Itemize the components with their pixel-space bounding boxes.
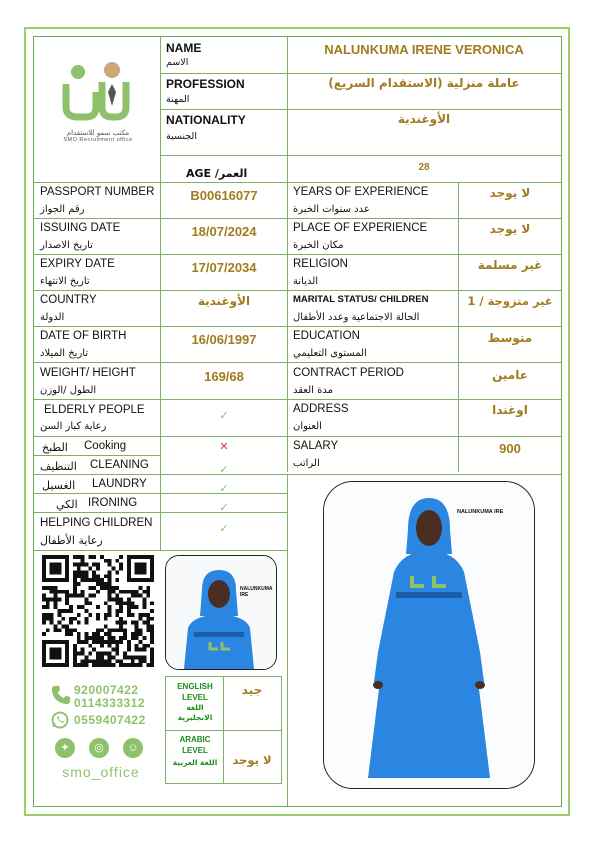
- passport-value: B00616077: [190, 188, 258, 203]
- cleaning-check-icon: ✓: [219, 464, 229, 476]
- laundry-label: LAUNDRY: [92, 478, 147, 490]
- row-line-4: [34, 326, 561, 327]
- education-value: متوسط: [487, 331, 533, 345]
- row-line-8: [34, 474, 561, 475]
- profession-label-ar: المهنة: [166, 94, 190, 105]
- address-label-ar: العنوان: [293, 421, 322, 432]
- snapchat-icon[interactable]: ☺: [123, 738, 143, 758]
- address-value: اوغندا: [492, 403, 528, 417]
- elderly-check-icon: ✓: [219, 410, 229, 422]
- marital-value: غير متزوجة / 1: [467, 294, 553, 308]
- education-label: EDUCATION: [293, 330, 360, 342]
- experience-place-value: لا يوجد: [489, 222, 531, 236]
- twitter-icon[interactable]: ✦: [55, 738, 75, 758]
- weight-height-label-ar: الطول /الوزن: [40, 385, 97, 396]
- children-check-icon: ✓: [219, 523, 229, 535]
- address-label: ADDRESS: [293, 403, 349, 415]
- logo-name-en: SMO Recruitment office: [63, 137, 133, 143]
- country-value: الأوغندية: [197, 294, 251, 308]
- profession-value: عاملة منزلية (الاستقدام السريع): [328, 76, 520, 90]
- salary-label-ar: الراتب: [293, 458, 320, 469]
- ironing-check-icon: ✓: [219, 502, 229, 514]
- age-value: 28: [418, 162, 430, 173]
- issuing-value: 18/07/2024: [191, 224, 257, 239]
- country-label: COUNTRY: [40, 294, 97, 306]
- row-line-3: [34, 290, 561, 291]
- age-label: AGE /العمر: [186, 167, 248, 180]
- photo-divider: [287, 474, 288, 806]
- nationality-value: الأوغندية: [397, 112, 451, 126]
- expiry-label-ar: تاريخ الانتهاء: [40, 276, 90, 287]
- header-row-line-1: [160, 73, 561, 74]
- center-divider: [287, 182, 288, 472]
- elderly-label-ar: رعاية كبار السن: [40, 421, 107, 432]
- full-body-photo: [323, 481, 535, 789]
- country-label-ar: الدولة: [40, 312, 65, 323]
- profession-label: PROFESSION: [166, 77, 245, 91]
- experience-years-label: YEARS OF EXPERIENCE: [293, 186, 429, 198]
- ironing-label: IRONING: [88, 497, 138, 509]
- header-row-line-2: [160, 109, 561, 110]
- experience-years-label-ar: عدد سنوات الخبرة: [293, 204, 370, 215]
- whatsapp-icon: [51, 711, 69, 729]
- education-label-ar: المستوى التعليمي: [293, 348, 367, 359]
- arabic-level-value: لا يوجد: [232, 753, 272, 767]
- nationality-label: NATIONALITY: [166, 113, 246, 127]
- salary-value: 900: [499, 441, 521, 456]
- row-line-1: [34, 218, 561, 219]
- salary-label: SALARY: [293, 440, 339, 452]
- cooking-label-ar: الطبخ: [42, 441, 68, 454]
- cleaning-label: CLEANING: [90, 459, 149, 471]
- children-label-ar: رعاية الأطفال: [40, 534, 103, 547]
- religion-value: غير مسلمة: [477, 258, 543, 272]
- phone-1[interactable]: 920007422: [74, 683, 139, 697]
- portrait-figure-icon: [166, 556, 276, 669]
- logo-name-ar: مكتب سمو للاستقدام: [66, 129, 130, 137]
- logo-figures-icon: [52, 62, 144, 122]
- row-line-children: [34, 550, 287, 551]
- experience-years-value: لا يوجد: [489, 186, 531, 200]
- arabic-level-label-ar: اللغة العربية: [172, 758, 218, 767]
- contract-label: CONTRACT PERIOD: [293, 367, 404, 379]
- instagram-icon[interactable]: ◎: [89, 738, 109, 758]
- qr-code[interactable]: [42, 555, 154, 667]
- cleaning-label-ar: التنظيف: [40, 460, 77, 473]
- cooking-cross-icon: ✕: [219, 441, 229, 453]
- issuing-label-ar: تاريخ الاصدار: [40, 240, 93, 251]
- whatsapp-number[interactable]: 0559407422: [74, 713, 146, 727]
- passport-label-ar: رقم الجواز: [40, 204, 85, 215]
- religion-label: RELIGION: [293, 258, 348, 270]
- contract-label-ar: مدة العقد: [293, 385, 333, 396]
- name-label-ar: الاسم: [166, 57, 189, 68]
- name-value: NALUNKUMA IRENE VERONICA: [324, 42, 524, 57]
- row-line-5: [34, 362, 561, 363]
- laundry-check-icon: ✓: [219, 483, 229, 495]
- phone-icon: [50, 684, 72, 706]
- expiry-value: 17/07/2034: [191, 260, 257, 275]
- header-bottom-line: [34, 182, 561, 183]
- marital-label: MARITAL STATUS/ CHILDREN: [293, 294, 429, 305]
- full-body-figure-icon: [324, 482, 534, 788]
- phone-2[interactable]: 0114333312: [74, 696, 146, 710]
- row-line-7: [34, 436, 561, 437]
- experience-place-label-ar: مكان الخبرة: [293, 240, 344, 251]
- laundry-label-ar: الغسيل: [42, 479, 76, 492]
- language-row-line: [166, 730, 281, 731]
- expiry-label: EXPIRY DATE: [40, 258, 115, 270]
- english-level-label-ar: اللغة الانجليزية: [177, 703, 213, 722]
- contract-value: عامين: [492, 368, 528, 382]
- issuing-label: ISSUING DATE: [40, 222, 121, 234]
- row-line-2: [34, 254, 561, 255]
- skills-divider: [160, 436, 161, 550]
- social-handle[interactable]: smo_office: [62, 764, 140, 780]
- cooking-label: Cooking: [84, 440, 127, 452]
- company-logo: [52, 62, 144, 152]
- portrait-photo: [165, 555, 277, 670]
- language-table: [165, 676, 282, 784]
- qr-code-icon: [42, 555, 154, 667]
- english-level-value: جيد: [241, 683, 263, 697]
- elderly-label: ELDERLY PEOPLE: [44, 404, 145, 416]
- portrait-caption: NALUNKUMA IRE: [240, 586, 273, 598]
- full-body-caption: NALUNKUMA IRE: [457, 509, 504, 515]
- row-line-6: [34, 399, 561, 400]
- experience-place-label: PLACE OF EXPERIENCE: [293, 222, 428, 234]
- children-label: HELPING CHILDREN: [40, 517, 153, 529]
- weight-height-value: 169/68: [204, 369, 244, 384]
- dob-value: 16/06/1997: [191, 332, 257, 347]
- dob-label: DATE OF BIRTH: [40, 330, 127, 342]
- ironing-label-ar: الكي: [56, 498, 78, 511]
- religion-label-ar: الديانة: [293, 276, 319, 287]
- passport-label: PASSPORT NUMBER: [40, 186, 155, 198]
- dob-label-ar: تاريخ الميلاد: [40, 348, 89, 359]
- arabic-level-label: ARABIC LEVEL: [179, 735, 211, 755]
- header-row-line-3: [160, 155, 561, 156]
- weight-height-label: WEIGHT/ HEIGHT: [40, 367, 136, 379]
- marital-label-ar: الحالة الاجتماعية وعدد الأطفال: [293, 312, 420, 323]
- row-line-cook: [34, 455, 160, 456]
- nationality-label-ar: الجنسية: [166, 131, 197, 142]
- english-level-label: ENGLISH LEVEL: [177, 682, 213, 702]
- name-label: NAME: [166, 41, 202, 55]
